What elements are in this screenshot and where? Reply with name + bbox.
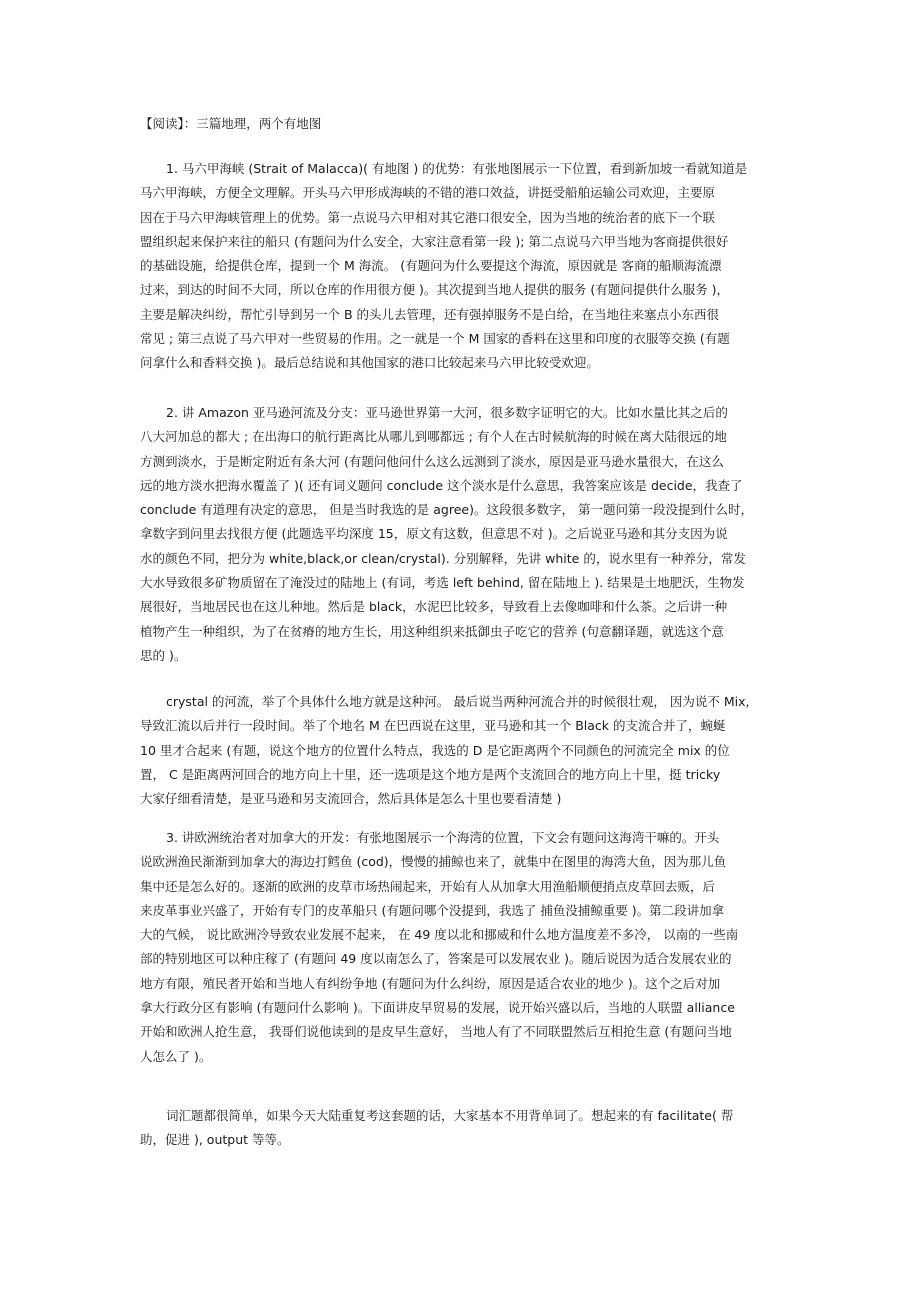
paragraph-line: 大水导致很多矿物质留在了淹没过的陆地上 (有词，考选 left behind, 留在陆地上 ). 结果是土地肥沃，生物发: [140, 575, 745, 591]
paragraph-line: 人怎么了 )。: [140, 1048, 212, 1064]
paragraph-line: 远的地方淡水把海水覆盖了 )( 还有词义题问 conclude 这个淡水是什么意思，我答案应该是 decide，我查了: [140, 477, 743, 493]
paragraph-line: 的基础设施，给提供仓库，提到一个 M 海流。 (有题问为什么要提这个海流，原因就是 客商的船顺海流漂: [140, 258, 722, 274]
paragraph-line: 过来，到达的时间不大同，所以仓库的作用很方便 )。其次提到当地人提供的服务 (有题问提供什么服务 )，: [140, 282, 730, 298]
paragraph-line: 助，促进 ), output 等等。: [140, 1132, 290, 1148]
paragraph-line: 因在于马六甲海峡管理上的优势。第一点说马六甲相对其它港口很安全，因为当地的统治者的底下一个联: [140, 209, 716, 225]
paragraph-canada: [140, 826, 780, 1069]
paragraph-line: 植物产生一种组织，为了在贫瘠的地方生长，用这种组织来抵御虫子吃它的营养 (句意翻译题，就选这个意: [140, 623, 724, 639]
paragraph-line: crystal 的河流，举了个具体什么地方就是这种河。 最后说当两种河流合并的时候很壮观， 因为说不 Mix,: [166, 694, 750, 709]
paragraph-line: 地方有限，殖民者开始和当地人有纠纷争地 (有题问为什么纠纷，原因是适合农业的地少 )。这个之后对加: [140, 975, 721, 991]
paragraph-line: 思的 )。: [140, 647, 187, 663]
paragraph-line: 马六甲海峡，方便全文理解。开头马六甲形成海峡的不错的港口效益，讲挺受船舶运输公司欢迎，主要原: [140, 185, 716, 201]
paragraph-line: 拿大行政分区有影响 (有题问什么影响 )。下面讲皮早贸易的发展，说开始兴盛以后，当地的人联盟 alliance: [140, 1000, 735, 1016]
paragraph-line: 展很好，当地居民也在这儿种地。然后是 black，水泥巴比较多，导致看上去像咖啡和什么茶。之后讲一种: [140, 599, 728, 615]
paragraph-line: 置， C 是距离两河回合的地方向上十里，还一选项是这个地方是两个支流回合的地方向上十里，挺 tricky: [140, 766, 721, 782]
paragraph-line: 方测到淡水，于是断定附近有条大河 (有题问他问什么这么远测到了淡水，原因是亚马逊水量很大，在这么: [140, 453, 724, 469]
paragraph-line: 主要是解决纠纷，帮忙引导到另一个 B 的头儿去管理，还有强掉服务不是白给，在当地往来塞点小东西很: [140, 306, 720, 322]
paragraph-line: 10 里才合起来 (有题，说这个地方的位置什么特点，我选的 D 是它距离两个不同颜色的河流完全 mix 的位: [140, 742, 730, 758]
paragraph-line: 开始和欧洲人抢生意， 我哥们说他读到的是皮早生意好， 当地人有了不同联盟然后互相抢生意 (有题问当地: [140, 1024, 732, 1040]
paragraph-malacca: [140, 157, 780, 376]
paragraph-line: 说欧洲渔民渐渐到加拿大的海边打鳕鱼 (cod)，慢慢的捕鲸也来了，就集中在图里的海湾大鱼，因为那儿鱼: [140, 854, 727, 870]
paragraph-line: 大的气候， 说比欧洲冷导致农业发展不起来， 在 49 度以北和挪威和什么地方温度差不多冷， 以南的一些南: [140, 927, 739, 943]
paragraph-line: 2. 讲 Amazon 亚马逊河流及分支：亚马逊世界第一大河，很多数字证明它的大。比如水量比其之后的: [166, 405, 728, 420]
paragraph-line: conclude 有道理有决定的意思， 但是当时我选的是 agree)。这段很多数字， 第一题问第一段没提到什么时，: [140, 502, 753, 518]
paragraph-crystal-river: [140, 690, 780, 811]
paragraph-line: 拿数字到问里去找很方便 (此题选平均深度 15，原文有这数，但意思不对 )。之后说亚马逊和其分支因为说: [140, 526, 728, 542]
section-heading: 【阅读】：三篇地理，两个有地图: [140, 116, 322, 131]
paragraph-line: 集中还是怎么好的。逐渐的欧洲的皮草市场热闹起来，开始有人从加拿大用渔船顺便捎点皮草回去贩，后: [140, 878, 716, 894]
paragraph-line: 部的特别地区可以种庄稼了 (有题问 49 度以南怎么了，答案是可以发展农业 )。随后说因为适合发展农业的: [140, 951, 732, 967]
paragraph-line: 八大河加总的都大 ; 在出海口的航行距离比从哪儿到哪都远 ; 有个人在古时候航海的时候在离大陆很远的地: [140, 429, 727, 445]
paragraph-vocabulary: [140, 1104, 780, 1153]
paragraph-amazon: [140, 401, 780, 668]
paragraph-line: 水的颜色不同，把分为 white,black,or clean/crystal). 分别解释，先讲 white 的，说水里有一种养分，常发: [140, 550, 746, 566]
paragraph-line: 来皮革事业兴盛了，开始有专门的皮革船只 (有题问哪个没提到，我选了 捕鱼没捕鲸重要 )。第二段讲加拿: [140, 902, 725, 918]
paragraph-line: 大家仔细看清楚，是亚马逊和另支流回合，然后具体是怎么十里也要看清楚 ): [140, 791, 562, 807]
paragraph-line: 词汇题都很简单，如果今天大陆重复考这套题的话，大家基本不用背单词了。想起来的有 facilitate( 帮: [166, 1108, 734, 1123]
paragraph-line: 盟组织起来保护来往的船只 (有题问为什么安全，大家注意看第一段 ); 第二点说马六甲当地为客商提供很好: [140, 233, 729, 249]
paragraph-line: 1. 马六甲海峡 (Strait of Malacca)( 有地图 ) 的优势：有张地图展示一下位置，看到新加坡一看就知道是: [166, 161, 748, 176]
paragraph-line: 问拿什么和香料交换 )。最后总结说和其他国家的港口比较起来马六甲比较受欢迎。: [140, 355, 599, 371]
paragraph-line: 常见 ; 第三点说了马六甲对一些贸易的作用。之一就是一个 M 国家的香料在这里和印度的衣服等交换 (有题: [140, 331, 730, 347]
paragraph-line: 3. 讲欧洲统治者对加拿大的开发：有张地图展示一个海湾的位置，下文会有题问这海湾干嘛的。开头: [166, 830, 720, 845]
paragraph-line: 导致汇流以后并行一段时间。举了个地名 M 在巴西说在这里，亚马逊和其一个 Black 的支流合并了，蜿蜒: [140, 718, 726, 734]
